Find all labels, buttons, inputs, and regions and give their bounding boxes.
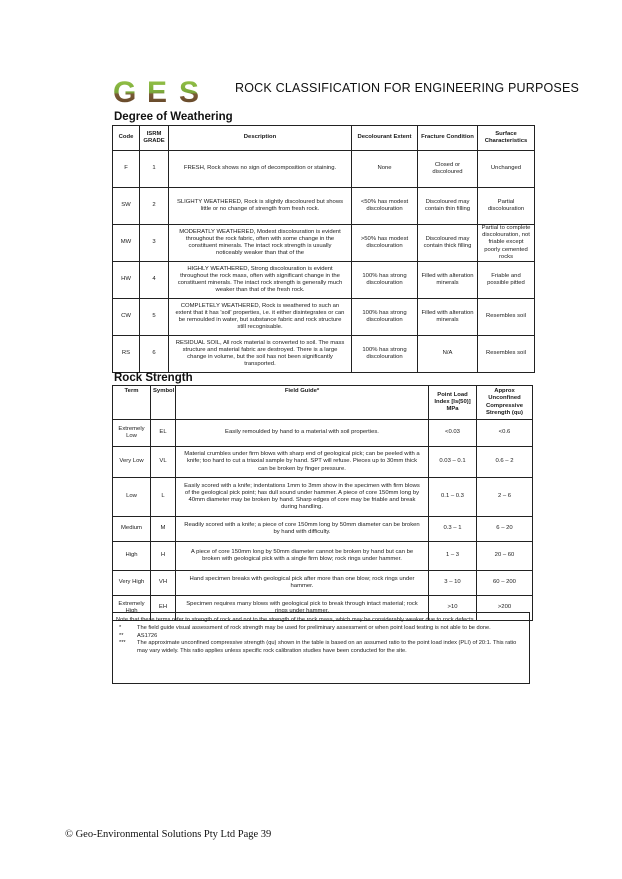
weathering-decolourant-cell: >50% has modest discolouration xyxy=(352,225,418,262)
weathering-grade-cell: 5 xyxy=(140,299,169,336)
weathering-fracture-cell: Closed or discoloured xyxy=(418,151,478,188)
col-header-point-load: Point Load Index [Is(50)] MPa xyxy=(429,386,477,420)
weathering-heading: Degree of Weathering xyxy=(114,111,233,123)
note-text: The field guide visual assessment of rock strength may be used for preliminary assessment or when point load testing is not able to be done. xyxy=(137,625,491,632)
weathering-description-cell: HIGHLY WEATHERED, Strong discolouration is evident throughout the rock mass, often with significant change in the constituent minerals. The intact rock strength is generally much weaker than that of the fresh rock. xyxy=(169,262,352,299)
strength-point-load-cell: 0.3 – 1 xyxy=(429,517,477,542)
weathering-row-mw xyxy=(113,225,535,262)
strength-header-row xyxy=(113,386,533,420)
note-text: The approximate unconfined compressive strength (qu) shown in the table is based on an assumed ratio to the point load index (PLI) of 20:1. This ratio may vary widely. This ratio applies unless specific rock calibration studies have been conducted for the site. xyxy=(137,640,517,654)
col-header-ucs: Approx Unconfined Compressive Strength (qu) xyxy=(477,386,533,420)
weathering-fracture-cell: Discoloured may contain thin filling xyxy=(418,188,478,225)
weathering-code-cell: HW xyxy=(113,262,140,299)
strength-ucs-cell: 2 – 6 xyxy=(477,478,533,517)
strength-guide-cell: Easily remoulded by hand to a material with soil properties. xyxy=(176,420,429,447)
col-header-field-guide: Field Guide* xyxy=(176,386,429,420)
note-item xyxy=(116,625,526,632)
weathering-fracture-cell: Filled with alteration minerals xyxy=(418,299,478,336)
weathering-table xyxy=(112,125,535,373)
weathering-code-cell: MW xyxy=(113,225,140,262)
logo-letter-e: E xyxy=(147,76,168,106)
weathering-row-sw xyxy=(113,188,535,225)
strength-table xyxy=(112,385,533,621)
logo-graphic xyxy=(113,76,209,106)
strength-row-h xyxy=(113,542,533,571)
weathering-code-cell: CW xyxy=(113,299,140,336)
weathering-grade-cell: 6 xyxy=(140,336,169,373)
weathering-header-row xyxy=(113,126,535,151)
weathering-row-rs xyxy=(113,336,535,373)
strength-guide-cell: Material crumbles under firm blows with sharp end of geological pick; can be peeled with a knife; too hard to cut a triaxial sample by hand. SPT will refuse. Pieces up to 30mm thick can be broken by finger pressure. xyxy=(176,447,429,478)
weathering-code-cell: F xyxy=(113,151,140,188)
strength-row-l xyxy=(113,478,533,517)
strength-term-cell: Extremely High xyxy=(113,596,151,621)
weathering-surface-cell: Friable and possible pitted xyxy=(478,262,535,299)
weathering-grade-cell: 1 xyxy=(140,151,169,188)
strength-symbol-cell: VH xyxy=(151,571,176,596)
strength-ucs-cell: 0.6 – 2 xyxy=(477,447,533,478)
strength-ucs-cell: <0.6 xyxy=(477,420,533,447)
weathering-grade-cell: 4 xyxy=(140,262,169,299)
weathering-surface-cell: Resembles soil xyxy=(478,299,535,336)
weathering-decolourant-cell: <50% has modest discolouration xyxy=(352,188,418,225)
strength-point-load-cell: >10 xyxy=(429,596,477,621)
strength-term-cell: High xyxy=(113,542,151,571)
weathering-surface-cell: Unchanged xyxy=(478,151,535,188)
strength-guide-cell: A piece of core 150mm long by 50mm diameter cannot be broken by hand but can be broken with geological pick with a single firm blow; rock rings under hammer. xyxy=(176,542,429,571)
weathering-decolourant-cell: 100% has strong discolouration xyxy=(352,299,418,336)
weathering-decolourant-cell: None xyxy=(352,151,418,188)
strength-point-load-cell: 1 – 3 xyxy=(429,542,477,571)
strength-term-cell: Extremely Low xyxy=(113,420,151,447)
strength-symbol-cell: VL xyxy=(151,447,176,478)
weathering-row-cw xyxy=(113,299,535,336)
strength-point-load-cell: 3 – 10 xyxy=(429,571,477,596)
col-header-symbol: Symbol xyxy=(151,386,176,420)
strength-row-m xyxy=(113,517,533,542)
weathering-fracture-cell: N/A xyxy=(418,336,478,373)
strength-point-load-cell: <0.03 xyxy=(429,420,477,447)
strength-heading: Rock Strength xyxy=(114,372,193,384)
strength-symbol-cell: L xyxy=(151,478,176,517)
weathering-row-hw xyxy=(113,262,535,299)
strength-guide-cell: Specimen requires many blows with geological pick to break through intact material; rock rings under hammer. xyxy=(176,596,429,621)
weathering-description-cell: FRESH, Rock shows no sign of decomposition or staining. xyxy=(169,151,352,188)
strength-ucs-cell: 6 – 20 xyxy=(477,517,533,542)
weathering-surface-cell: Partial discolouration xyxy=(478,188,535,225)
strength-term-cell: Very High xyxy=(113,571,151,596)
weathering-grade-cell: 3 xyxy=(140,225,169,262)
strength-symbol-cell: M xyxy=(151,517,176,542)
col-header-code: Code xyxy=(113,126,140,151)
weathering-code-cell: SW xyxy=(113,188,140,225)
weathering-description-cell: MODERATLY WEATHERED, Modest discolouration is evident throughout the rock fabric, often with some change in the constituent minerals. The intact rock strength is usually noticeably weaker than that of the xyxy=(169,225,352,262)
note-marker: *** xyxy=(119,640,126,647)
weathering-decolourant-cell: 100% has strong discolouration xyxy=(352,262,418,299)
notes-intro: Note that these terms refer to strength of rock and not to the strength of the rock mass, which may be considerably weaker due to rock defects. xyxy=(116,617,476,623)
page-footer: © Geo-Environmental Solutions Pty Ltd Page 39 xyxy=(65,829,272,840)
col-header-surface: Surface Characteristics xyxy=(478,126,535,151)
weathering-surface-cell: Resembles soil xyxy=(478,336,535,373)
notes-box xyxy=(112,612,530,684)
logo-letter-s: S xyxy=(179,76,200,106)
weathering-surface-cell: Partial to complete discolouration, not friable except poorly cemented rocks xyxy=(478,225,535,262)
strength-symbol-cell: EH xyxy=(151,596,176,621)
strength-guide-cell: Hand specimen breaks with geological pick after more than one blow; rock rings under hammer. xyxy=(176,571,429,596)
col-header-decolourant: Decolourant Extent xyxy=(352,126,418,151)
strength-guide-cell: Readily scored with a knife; a piece of core 150mm long by 50mm diameter can be broken by hand with difficulty. xyxy=(176,517,429,542)
company-logo xyxy=(113,76,209,106)
strength-term-cell: Very Low xyxy=(113,447,151,478)
col-header-term: Term xyxy=(113,386,151,420)
strength-symbol-cell: EL xyxy=(151,420,176,447)
weathering-row-f xyxy=(113,151,535,188)
strength-guide-cell: Easily scored with a knife; indentations 1mm to 3mm show in the specimen with firm blows of the geological pick point; has dull sound under hammer. A piece of core 150mm long by 40mm diameter may be broken by hand. Sharp edges of core may be friable and break during handling. xyxy=(176,478,429,517)
weathering-decolourant-cell: 100% has strong discolouration xyxy=(352,336,418,373)
logo-letter-g: G xyxy=(113,76,137,106)
strength-term-cell: Medium xyxy=(113,517,151,542)
weathering-fracture-cell: Discoloured may contain thick filling xyxy=(418,225,478,262)
note-item xyxy=(116,640,526,655)
note-marker: * xyxy=(119,625,122,632)
strength-row-vl xyxy=(113,447,533,478)
strength-row-vh xyxy=(113,571,533,596)
col-header-fracture: Fracture Condition xyxy=(418,126,478,151)
strength-ucs-cell: 60 – 200 xyxy=(477,571,533,596)
weathering-description-cell: RESIDUAL SOIL, All rock material is converted to soil. The mass structure and material fabric are destroyed. There is a large change in volume, but the soil has not been significantly transported. xyxy=(169,336,352,373)
note-text: AS1726 xyxy=(137,632,158,639)
strength-ucs-cell: >200 xyxy=(477,596,533,621)
strength-point-load-cell: 0.1 – 0.3 xyxy=(429,478,477,517)
weathering-code-cell: RS xyxy=(113,336,140,373)
strength-term-cell: Low xyxy=(113,478,151,517)
strength-row-el xyxy=(113,420,533,447)
col-header-description: Description xyxy=(169,126,352,151)
note-item xyxy=(116,633,526,640)
note-marker: ** xyxy=(119,632,124,639)
strength-point-load-cell: 0.03 – 0.1 xyxy=(429,447,477,478)
weathering-description-cell: SLIGHTY WEATHERED, Rock is slightly discoloured but shows little or no change of strength from fresh rock. xyxy=(169,188,352,225)
document-title: ROCK CLASSIFICATION FOR ENGINEERING PURPOSES xyxy=(235,81,580,95)
strength-symbol-cell: H xyxy=(151,542,176,571)
strength-ucs-cell: 20 – 60 xyxy=(477,542,533,571)
weathering-description-cell: COMPLETELY WEATHERED, Rock is weathered to such an extent that it has 'soil' properties, i.e. it either disintegrates or can be remoulded in water, but substance fabric and rock structure still recognisable. xyxy=(169,299,352,336)
weathering-grade-cell: 2 xyxy=(140,188,169,225)
weathering-fracture-cell: Filled with alteration minerals xyxy=(418,262,478,299)
col-header-isrm-grade: ISRM GRADE xyxy=(140,126,169,151)
